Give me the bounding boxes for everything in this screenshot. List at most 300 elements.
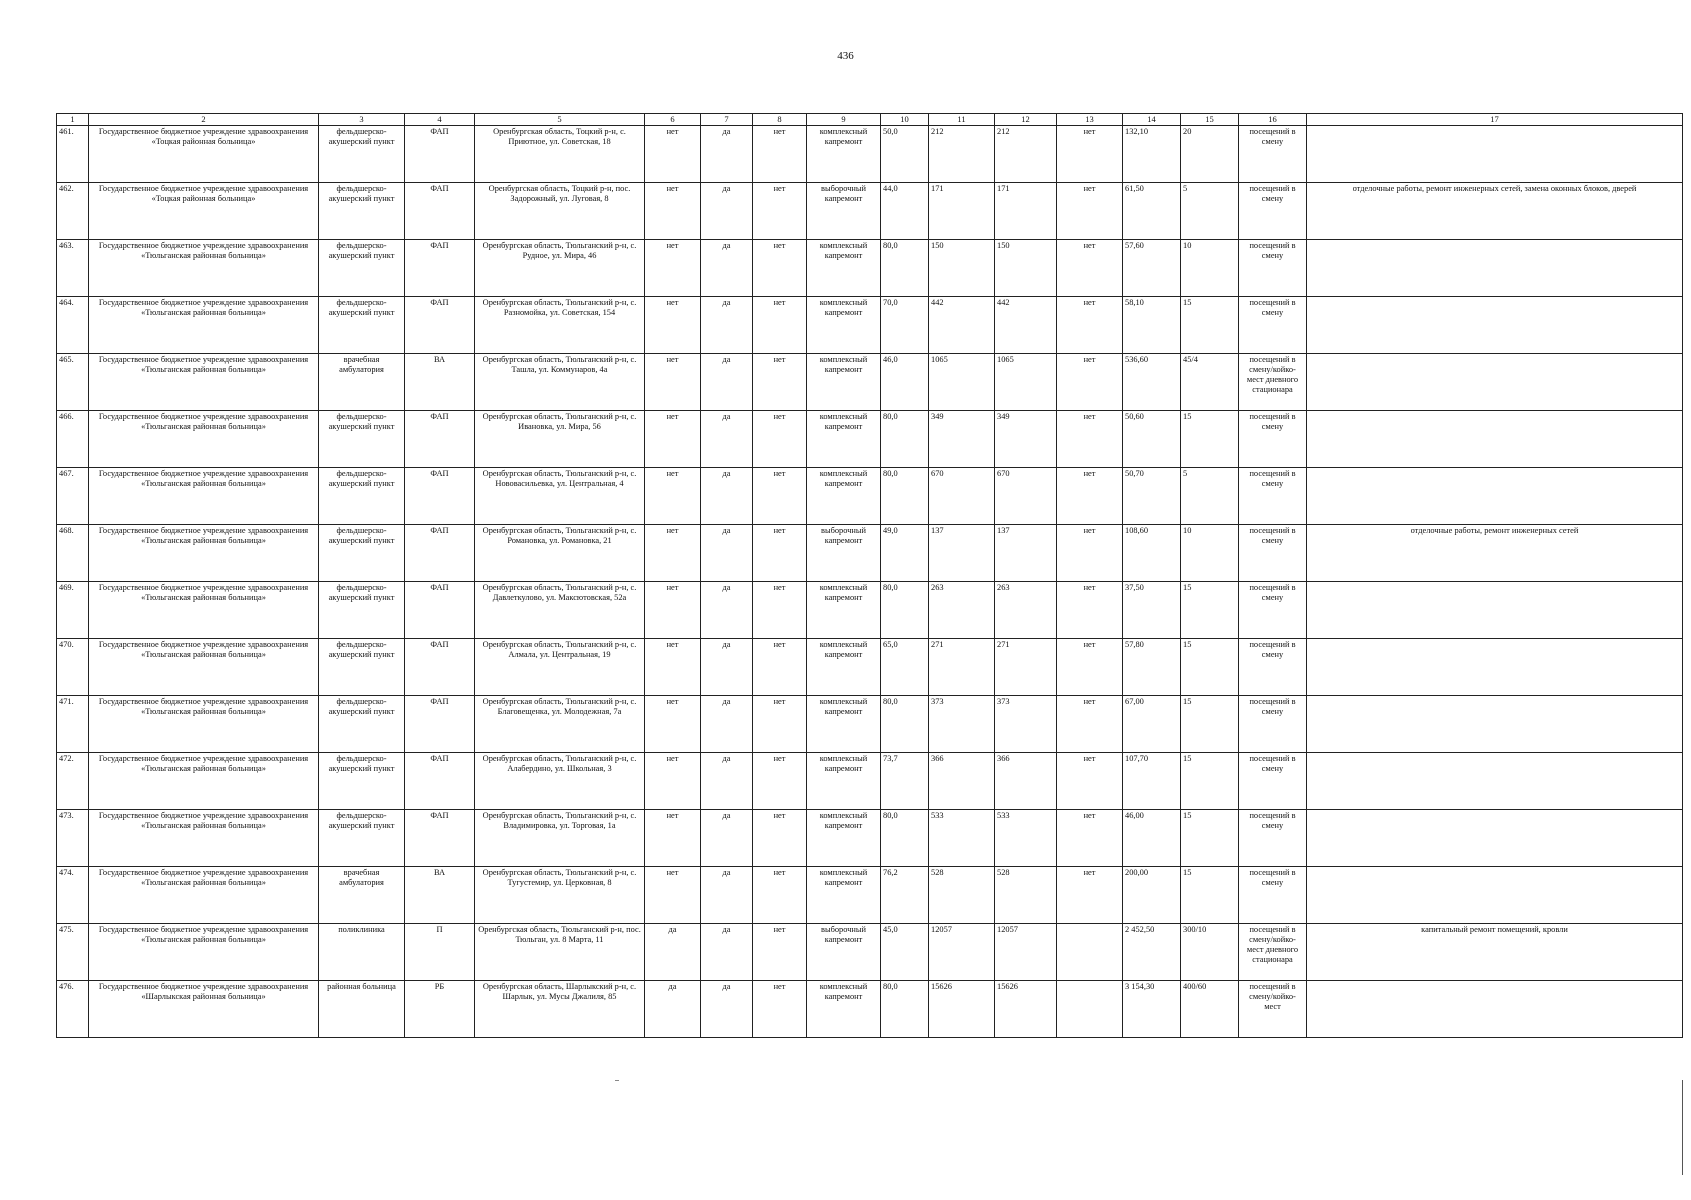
address: Оренбургская область, Тюльганский р-н, пос. Тюльган, ул. 8 Марта, 11 <box>475 924 645 981</box>
column-number-header: 10 <box>881 114 929 126</box>
table-row <box>57 468 1683 525</box>
repair-works <box>1307 468 1683 525</box>
repair-type: комплексный капремонт <box>807 981 881 1038</box>
facility-abbreviation: РБ <box>405 981 475 1038</box>
col-12-value: 349 <box>995 411 1057 468</box>
column-number-header: 2 <box>89 114 319 126</box>
facility-type: врачебная амбулатория <box>319 354 405 411</box>
col-11-value: 1065 <box>929 354 995 411</box>
repair-type: комплексный капремонт <box>807 639 881 696</box>
col-13-value: нет <box>1057 582 1123 639</box>
address: Оренбургская область, Тюльганский р-н, с. Рудное, ул. Мира, 46 <box>475 240 645 297</box>
facility-type: фельдшерско-акушерский пункт <box>319 297 405 354</box>
table-row <box>57 696 1683 753</box>
col-14-value: 132,10 <box>1123 126 1181 183</box>
row-number: 461. <box>57 126 89 183</box>
address: Оренбургская область, Тюльганский р-н, с. Тугустемир, ул. Церковная, 8 <box>475 867 645 924</box>
col-8-value: нет <box>753 468 807 525</box>
col-14-value: 536,60 <box>1123 354 1181 411</box>
col-10-value: 70,0 <box>881 297 929 354</box>
repair-works <box>1307 354 1683 411</box>
column-number-header: 15 <box>1181 114 1239 126</box>
facility-type: фельдшерско-акушерский пункт <box>319 468 405 525</box>
table-row <box>57 411 1683 468</box>
repair-type: комплексный капремонт <box>807 696 881 753</box>
table-row <box>57 240 1683 297</box>
col-11-value: 442 <box>929 297 995 354</box>
table-row <box>57 753 1683 810</box>
facility-abbreviation: ФАП <box>405 582 475 639</box>
repair-type: комплексный капремонт <box>807 411 881 468</box>
institution-name: Государственное бюджетное учреждение здравоохранения «Тюльганская районная больница» <box>89 696 319 753</box>
repair-works <box>1307 411 1683 468</box>
column-number-header: 12 <box>995 114 1057 126</box>
col-10-value: 80,0 <box>881 582 929 639</box>
col-8-value: нет <box>753 753 807 810</box>
column-number-header: 1 <box>57 114 89 126</box>
capacity-unit: посещений в смену <box>1239 582 1307 639</box>
repair-works: отделочные работы, ремонт инженерных сетей <box>1307 525 1683 582</box>
facility-type: врачебная амбулатория <box>319 867 405 924</box>
row-number: 471. <box>57 696 89 753</box>
facility-abbreviation: ФАП <box>405 297 475 354</box>
institution-name: Государственное бюджетное учреждение здравоохранения «Тюльганская районная больница» <box>89 240 319 297</box>
column-number-header: 7 <box>701 114 753 126</box>
page-number: 436 <box>837 50 854 62</box>
repair-type: комплексный капремонт <box>807 468 881 525</box>
address: Оренбургская область, Тюльганский р-н, с. Ивановка, ул. Мира, 56 <box>475 411 645 468</box>
col-13-value: нет <box>1057 810 1123 867</box>
row-number: 470. <box>57 639 89 696</box>
col-7-value: да <box>701 981 753 1038</box>
repair-works <box>1307 981 1683 1038</box>
table-row <box>57 126 1683 183</box>
col-11-value: 150 <box>929 240 995 297</box>
row-number: 475. <box>57 924 89 981</box>
facility-type: поликлиника <box>319 924 405 981</box>
col-11-value: 366 <box>929 753 995 810</box>
address: Оренбургская область, Тюльганский р-н, с. Нововасильевка, ул. Центральная, 4 <box>475 468 645 525</box>
capacity: 10 <box>1181 240 1239 297</box>
scan-artifact <box>615 1080 619 1081</box>
col-14-value: 3 154,30 <box>1123 981 1181 1038</box>
facility-type: фельдшерско-акушерский пункт <box>319 183 405 240</box>
repair-type: комплексный капремонт <box>807 297 881 354</box>
repair-works <box>1307 867 1683 924</box>
col-14-value: 61,50 <box>1123 183 1181 240</box>
facility-type: районная больница <box>319 981 405 1038</box>
capacity: 15 <box>1181 810 1239 867</box>
col-13-value: нет <box>1057 411 1123 468</box>
capacity-unit: посещений в смену <box>1239 240 1307 297</box>
col-11-value: 137 <box>929 525 995 582</box>
col-6-value: нет <box>645 411 701 468</box>
col-6-value: да <box>645 981 701 1038</box>
col-6-value: да <box>645 924 701 981</box>
address: Оренбургская область, Тюльганский р-н, с. Владимировка, ул. Торговая, 1а <box>475 810 645 867</box>
table-row <box>57 297 1683 354</box>
col-10-value: 45,0 <box>881 924 929 981</box>
row-number: 473. <box>57 810 89 867</box>
capacity-unit: посещений в смену <box>1239 525 1307 582</box>
address: Оренбургская область, Тоцкий р-н, пос. Задорожный, ул. Луговая, 8 <box>475 183 645 240</box>
capacity: 15 <box>1181 753 1239 810</box>
table-row <box>57 183 1683 240</box>
capacity-unit: посещений в смену <box>1239 297 1307 354</box>
col-12-value: 263 <box>995 582 1057 639</box>
col-14-value: 67,00 <box>1123 696 1181 753</box>
col-6-value: нет <box>645 240 701 297</box>
col-12-value: 15626 <box>995 981 1057 1038</box>
institution-name: Государственное бюджетное учреждение здравоохранения «Тоцкая районная больница» <box>89 183 319 240</box>
address: Оренбургская область, Тоцкий р-н, с. Приютное, ул. Советская, 18 <box>475 126 645 183</box>
col-14-value: 2 452,50 <box>1123 924 1181 981</box>
facility-type: фельдшерско-акушерский пункт <box>319 753 405 810</box>
col-10-value: 46,0 <box>881 354 929 411</box>
capacity: 300/10 <box>1181 924 1239 981</box>
facility-type: фельдшерско-акушерский пункт <box>319 126 405 183</box>
repair-type: комплексный капремонт <box>807 753 881 810</box>
col-8-value: нет <box>753 810 807 867</box>
col-11-value: 373 <box>929 696 995 753</box>
col-14-value: 107,70 <box>1123 753 1181 810</box>
institution-name: Государственное бюджетное учреждение здравоохранения «Тюльганская районная больница» <box>89 582 319 639</box>
row-number: 466. <box>57 411 89 468</box>
facility-type: фельдшерско-акушерский пункт <box>319 696 405 753</box>
column-number-header: 14 <box>1123 114 1181 126</box>
institution-name: Государственное бюджетное учреждение здравоохранения «Тюльганская районная больница» <box>89 468 319 525</box>
row-number: 462. <box>57 183 89 240</box>
col-10-value: 80,0 <box>881 696 929 753</box>
capacity-unit: посещений в смену <box>1239 753 1307 810</box>
facility-abbreviation: ВА <box>405 867 475 924</box>
col-10-value: 49,0 <box>881 525 929 582</box>
col-14-value: 50,70 <box>1123 468 1181 525</box>
col-7-value: да <box>701 297 753 354</box>
col-7-value: да <box>701 240 753 297</box>
facility-type: фельдшерско-акушерский пункт <box>319 525 405 582</box>
col-14-value: 57,60 <box>1123 240 1181 297</box>
col-14-value: 37,50 <box>1123 582 1181 639</box>
col-12-value: 533 <box>995 810 1057 867</box>
col-14-value: 58,10 <box>1123 297 1181 354</box>
col-7-value: да <box>701 582 753 639</box>
col-10-value: 80,0 <box>881 810 929 867</box>
capacity-unit: посещений в смену <box>1239 468 1307 525</box>
col-7-value: да <box>701 468 753 525</box>
col-10-value: 80,0 <box>881 240 929 297</box>
col-12-value: 670 <box>995 468 1057 525</box>
facility-register-table <box>56 113 1683 1038</box>
col-6-value: нет <box>645 126 701 183</box>
repair-works <box>1307 582 1683 639</box>
col-12-value: 271 <box>995 639 1057 696</box>
col-13-value: нет <box>1057 126 1123 183</box>
column-number-header: 13 <box>1057 114 1123 126</box>
col-13-value <box>1057 981 1123 1038</box>
facility-abbreviation: ФАП <box>405 183 475 240</box>
row-number: 463. <box>57 240 89 297</box>
margin-line <box>1682 1080 1683 1175</box>
facility-abbreviation: ФАП <box>405 126 475 183</box>
col-6-value: нет <box>645 354 701 411</box>
facility-abbreviation: ФАП <box>405 468 475 525</box>
column-number-header: 8 <box>753 114 807 126</box>
repair-works <box>1307 753 1683 810</box>
col-6-value: нет <box>645 183 701 240</box>
address: Оренбургская область, Тюльганский р-н, с. Ташла, ул. Коммунаров, 4а <box>475 354 645 411</box>
column-number-header: 11 <box>929 114 995 126</box>
col-14-value: 50,60 <box>1123 411 1181 468</box>
col-13-value: нет <box>1057 696 1123 753</box>
col-11-value: 15626 <box>929 981 995 1038</box>
col-7-value: да <box>701 411 753 468</box>
col-10-value: 80,0 <box>881 468 929 525</box>
col-10-value: 80,0 <box>881 981 929 1038</box>
col-11-value: 528 <box>929 867 995 924</box>
institution-name: Государственное бюджетное учреждение здравоохранения «Тюльганская районная больница» <box>89 354 319 411</box>
col-7-value: да <box>701 354 753 411</box>
col-6-value: нет <box>645 582 701 639</box>
col-10-value: 44,0 <box>881 183 929 240</box>
facility-abbreviation: ВА <box>405 354 475 411</box>
table-row <box>57 525 1683 582</box>
col-6-value: нет <box>645 867 701 924</box>
col-7-value: да <box>701 126 753 183</box>
col-10-value: 73,7 <box>881 753 929 810</box>
repair-type: комплексный капремонт <box>807 240 881 297</box>
table-row <box>57 981 1683 1038</box>
col-11-value: 212 <box>929 126 995 183</box>
col-13-value: нет <box>1057 354 1123 411</box>
col-13-value: нет <box>1057 753 1123 810</box>
col-13-value: нет <box>1057 183 1123 240</box>
col-12-value: 442 <box>995 297 1057 354</box>
col-6-value: нет <box>645 468 701 525</box>
col-13-value: нет <box>1057 525 1123 582</box>
institution-name: Государственное бюджетное учреждение здравоохранения «Тюльганская районная больница» <box>89 867 319 924</box>
institution-name: Государственное бюджетное учреждение здравоохранения «Тюльганская районная больница» <box>89 525 319 582</box>
repair-type: комплексный капремонт <box>807 810 881 867</box>
repair-type: комплексный капремонт <box>807 582 881 639</box>
row-number: 472. <box>57 753 89 810</box>
col-14-value: 108,60 <box>1123 525 1181 582</box>
facility-abbreviation: ФАП <box>405 696 475 753</box>
row-number: 476. <box>57 981 89 1038</box>
facility-type: фельдшерско-акушерский пункт <box>319 810 405 867</box>
col-11-value: 271 <box>929 639 995 696</box>
repair-type: выборочный капремонт <box>807 183 881 240</box>
col-13-value: нет <box>1057 867 1123 924</box>
facility-abbreviation: П <box>405 924 475 981</box>
col-10-value: 76,2 <box>881 867 929 924</box>
col-7-value: да <box>701 924 753 981</box>
capacity: 20 <box>1181 126 1239 183</box>
institution-name: Государственное бюджетное учреждение здравоохранения «Тоцкая районная больница» <box>89 126 319 183</box>
institution-name: Государственное бюджетное учреждение здравоохранения «Шарлыкская районная больница» <box>89 981 319 1038</box>
col-10-value: 65,0 <box>881 639 929 696</box>
institution-name: Государственное бюджетное учреждение здравоохранения «Тюльганская районная больница» <box>89 924 319 981</box>
column-number-header: 16 <box>1239 114 1307 126</box>
col-6-value: нет <box>645 753 701 810</box>
repair-works <box>1307 810 1683 867</box>
col-8-value: нет <box>753 525 807 582</box>
col-7-value: да <box>701 183 753 240</box>
capacity: 15 <box>1181 297 1239 354</box>
capacity-unit: посещений в смену <box>1239 183 1307 240</box>
col-12-value: 137 <box>995 525 1057 582</box>
facility-type: фельдшерско-акушерский пункт <box>319 411 405 468</box>
col-12-value: 12057 <box>995 924 1057 981</box>
capacity: 15 <box>1181 411 1239 468</box>
column-number-header: 6 <box>645 114 701 126</box>
facility-abbreviation: ФАП <box>405 240 475 297</box>
col-8-value: нет <box>753 981 807 1038</box>
repair-type: комплексный капремонт <box>807 867 881 924</box>
capacity-unit: посещений в смену/койко-мест дневного стационара <box>1239 354 1307 411</box>
address: Оренбургская область, Тюльганский р-н, с. Алмала, ул. Центральная, 19 <box>475 639 645 696</box>
address: Оренбургская область, Тюльганский р-н, с. Давлеткулово, ул. Максютовская, 52а <box>475 582 645 639</box>
col-11-value: 670 <box>929 468 995 525</box>
col-11-value: 349 <box>929 411 995 468</box>
column-number-header: 4 <box>405 114 475 126</box>
repair-type: выборочный капремонт <box>807 525 881 582</box>
col-11-value: 171 <box>929 183 995 240</box>
col-10-value: 50,0 <box>881 126 929 183</box>
col-14-value: 200,00 <box>1123 867 1181 924</box>
facility-abbreviation: ФАП <box>405 810 475 867</box>
col-14-value: 46,00 <box>1123 810 1181 867</box>
institution-name: Государственное бюджетное учреждение здравоохранения «Тюльганская районная больница» <box>89 639 319 696</box>
col-12-value: 212 <box>995 126 1057 183</box>
col-13-value: нет <box>1057 639 1123 696</box>
column-number-header: 9 <box>807 114 881 126</box>
column-number-row <box>57 114 1683 126</box>
col-8-value: нет <box>753 354 807 411</box>
col-12-value: 528 <box>995 867 1057 924</box>
capacity-unit: посещений в смену <box>1239 810 1307 867</box>
col-8-value: нет <box>753 696 807 753</box>
facility-type: фельдшерско-акушерский пункт <box>319 240 405 297</box>
col-13-value: нет <box>1057 468 1123 525</box>
col-7-value: да <box>701 810 753 867</box>
table-row <box>57 354 1683 411</box>
repair-type: комплексный капремонт <box>807 354 881 411</box>
column-number-header: 3 <box>319 114 405 126</box>
col-8-value: нет <box>753 582 807 639</box>
repair-works: отделочные работы, ремонт инженерных сетей, замена оконных блоков, дверей <box>1307 183 1683 240</box>
repair-works <box>1307 639 1683 696</box>
col-12-value: 373 <box>995 696 1057 753</box>
repair-type: выборочный капремонт <box>807 924 881 981</box>
capacity: 5 <box>1181 468 1239 525</box>
capacity: 15 <box>1181 639 1239 696</box>
row-number: 465. <box>57 354 89 411</box>
col-8-value: нет <box>753 639 807 696</box>
col-14-value: 57,80 <box>1123 639 1181 696</box>
col-8-value: нет <box>753 411 807 468</box>
facility-abbreviation: ФАП <box>405 753 475 810</box>
col-8-value: нет <box>753 297 807 354</box>
capacity: 10 <box>1181 525 1239 582</box>
institution-name: Государственное бюджетное учреждение здравоохранения «Тюльганская районная больница» <box>89 810 319 867</box>
institution-name: Государственное бюджетное учреждение здравоохранения «Тюльганская районная больница» <box>89 297 319 354</box>
capacity-unit: посещений в смену/койко-мест <box>1239 981 1307 1038</box>
repair-type: комплексный капремонт <box>807 126 881 183</box>
facility-abbreviation: ФАП <box>405 639 475 696</box>
column-number-header: 17 <box>1307 114 1683 126</box>
col-7-value: да <box>701 525 753 582</box>
col-10-value: 80,0 <box>881 411 929 468</box>
facility-type: фельдшерско-акушерский пункт <box>319 639 405 696</box>
repair-works <box>1307 126 1683 183</box>
table-row <box>57 810 1683 867</box>
row-number: 467. <box>57 468 89 525</box>
col-6-value: нет <box>645 639 701 696</box>
capacity: 15 <box>1181 867 1239 924</box>
col-13-value <box>1057 924 1123 981</box>
address: Оренбургская область, Шарлыкский р-н, с. Шарлык, ул. Мусы Джалиля, 85 <box>475 981 645 1038</box>
capacity-unit: посещений в смену <box>1239 696 1307 753</box>
address: Оренбургская область, Тюльганский р-н, с. Алабердино, ул. Школьная, 3 <box>475 753 645 810</box>
capacity-unit: посещений в смену/койко-мест дневного стационара <box>1239 924 1307 981</box>
col-8-value: нет <box>753 867 807 924</box>
capacity: 45/4 <box>1181 354 1239 411</box>
row-number: 468. <box>57 525 89 582</box>
col-12-value: 171 <box>995 183 1057 240</box>
col-8-value: нет <box>753 126 807 183</box>
repair-works <box>1307 696 1683 753</box>
capacity-unit: посещений в смену <box>1239 867 1307 924</box>
col-7-value: да <box>701 639 753 696</box>
col-8-value: нет <box>753 240 807 297</box>
row-number: 474. <box>57 867 89 924</box>
table-row <box>57 639 1683 696</box>
capacity-unit: посещений в смену <box>1239 126 1307 183</box>
institution-name: Государственное бюджетное учреждение здравоохранения «Тюльганская районная больница» <box>89 411 319 468</box>
col-6-value: нет <box>645 297 701 354</box>
capacity: 15 <box>1181 696 1239 753</box>
capacity: 5 <box>1181 183 1239 240</box>
address: Оренбургская область, Тюльганский р-н, с. Благовещенка, ул. Молодежная, 7а <box>475 696 645 753</box>
column-number-header: 5 <box>475 114 645 126</box>
col-11-value: 12057 <box>929 924 995 981</box>
col-12-value: 150 <box>995 240 1057 297</box>
col-6-value: нет <box>645 810 701 867</box>
col-7-value: да <box>701 867 753 924</box>
col-7-value: да <box>701 696 753 753</box>
capacity-unit: посещений в смену <box>1239 411 1307 468</box>
row-number: 469. <box>57 582 89 639</box>
col-7-value: да <box>701 753 753 810</box>
capacity-unit: посещений в смену <box>1239 639 1307 696</box>
capacity: 400/60 <box>1181 981 1239 1038</box>
institution-name: Государственное бюджетное учреждение здравоохранения «Тюльганская районная больница» <box>89 753 319 810</box>
repair-works <box>1307 297 1683 354</box>
col-8-value: нет <box>753 183 807 240</box>
col-12-value: 1065 <box>995 354 1057 411</box>
address: Оренбургская область, Тюльганский р-н, с. Романовка, ул. Романовка, 21 <box>475 525 645 582</box>
table-row <box>57 924 1683 981</box>
col-13-value: нет <box>1057 297 1123 354</box>
col-11-value: 263 <box>929 582 995 639</box>
row-number: 464. <box>57 297 89 354</box>
col-13-value: нет <box>1057 240 1123 297</box>
col-11-value: 533 <box>929 810 995 867</box>
address: Оренбургская область, Тюльганский р-н, с. Разномойка, ул. Советская, 154 <box>475 297 645 354</box>
facility-type: фельдшерско-акушерский пункт <box>319 582 405 639</box>
facility-abbreviation: ФАП <box>405 525 475 582</box>
